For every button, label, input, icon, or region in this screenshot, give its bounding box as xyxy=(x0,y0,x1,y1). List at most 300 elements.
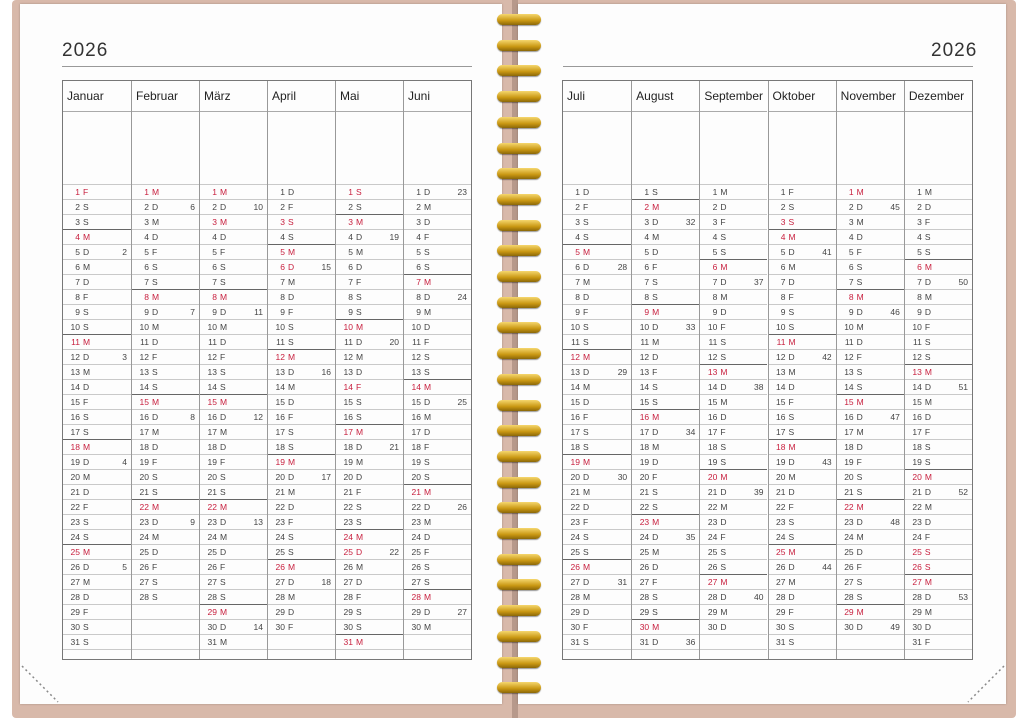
empty-row xyxy=(200,649,267,664)
day-row xyxy=(632,319,699,334)
day-number: 30 xyxy=(275,622,285,632)
binding-ring xyxy=(497,40,541,51)
weekday-letter: S xyxy=(720,352,726,362)
day-number: 26 xyxy=(844,562,854,572)
day-row xyxy=(200,229,267,244)
day-row xyxy=(336,604,403,619)
day-number: 25 xyxy=(776,547,786,557)
day-number: 1 xyxy=(848,187,854,197)
day-row xyxy=(404,469,471,484)
weekday-letter: M xyxy=(924,472,932,482)
day-number: 13 xyxy=(139,367,149,377)
day-number: 15 xyxy=(912,397,922,407)
day-row xyxy=(905,439,972,454)
day-row xyxy=(63,409,131,424)
weekday-letter: M xyxy=(788,232,796,242)
page-title-year-right: 2026 xyxy=(931,40,978,61)
day-number: 22 xyxy=(912,502,922,512)
day-row xyxy=(268,424,335,439)
weekday-letter: S xyxy=(83,322,89,332)
day-row xyxy=(336,589,403,604)
weekday-letter: M xyxy=(924,262,932,272)
weekday-letter: S xyxy=(220,487,226,497)
weekday-letter: S xyxy=(220,592,226,602)
weekday-letter: D xyxy=(788,352,795,362)
day-number: 8 xyxy=(416,292,421,302)
day-row xyxy=(336,619,403,634)
day-row xyxy=(268,574,335,589)
day-row xyxy=(769,319,836,334)
day-row xyxy=(200,619,267,634)
day-number: 15 xyxy=(411,397,421,407)
weekday-letter: F xyxy=(856,352,862,362)
weekday-letter: S xyxy=(83,637,89,647)
day-row xyxy=(632,454,699,469)
day-number: 24 xyxy=(275,532,285,542)
day-number: 12 xyxy=(207,352,217,362)
day-row xyxy=(837,469,904,484)
weekday-letter: D xyxy=(220,622,227,632)
weekday-letter: S xyxy=(924,337,931,347)
weekday-letter: M xyxy=(856,322,864,332)
empty-row xyxy=(268,649,335,664)
weekday-letter: F xyxy=(220,247,226,257)
day-row xyxy=(632,589,699,604)
day-number: 13 xyxy=(639,367,650,377)
day-number: 23 xyxy=(776,517,786,527)
day-row xyxy=(632,499,699,514)
day-row xyxy=(268,544,335,559)
day-number: 15 xyxy=(639,397,650,407)
day-row xyxy=(336,379,403,394)
weekday-letter: D xyxy=(288,187,295,197)
day-row xyxy=(336,349,403,364)
weekday-letter: M xyxy=(583,592,591,602)
day-number: 10 xyxy=(70,322,80,332)
day-row xyxy=(63,619,131,634)
weekday-letter: F xyxy=(788,502,794,512)
day-number: 29 xyxy=(70,607,80,617)
weekday-letter: F xyxy=(788,607,794,617)
month-column xyxy=(836,81,904,659)
day-number: 12 xyxy=(776,352,786,362)
weekday-letter: S xyxy=(356,412,362,422)
weekday-letter: D xyxy=(424,502,431,512)
day-number: 28 xyxy=(139,592,149,602)
day-row xyxy=(563,259,631,274)
day-number: 12 xyxy=(707,352,718,362)
weekday-letter: S xyxy=(356,187,362,197)
weekday-letter: D xyxy=(152,412,159,422)
weekday-letter: D xyxy=(220,517,227,527)
day-row xyxy=(837,544,904,559)
day-number: 10 xyxy=(343,322,353,332)
weekday-letter: D xyxy=(720,277,727,287)
day-number: 2 xyxy=(75,202,80,212)
day-number: 15 xyxy=(343,397,353,407)
week-number: 23 xyxy=(457,187,467,197)
day-number: 19 xyxy=(411,457,421,467)
day-row xyxy=(404,274,471,289)
day-row xyxy=(404,424,471,439)
day-row xyxy=(336,559,403,574)
day-number: 4 xyxy=(280,232,285,242)
day-number: 3 xyxy=(75,217,80,227)
day-row xyxy=(700,424,767,439)
weekday-letter: S xyxy=(720,562,726,572)
weekday-letter: D xyxy=(424,322,431,332)
day-row xyxy=(336,334,403,349)
day-number: 14 xyxy=(639,382,650,392)
weekday-letter: D xyxy=(356,442,363,452)
week-number: 48 xyxy=(890,517,900,527)
weekday-letter: F xyxy=(924,427,931,437)
weekday-letter: M xyxy=(652,547,660,557)
weekday-letter: S xyxy=(288,337,294,347)
day-row xyxy=(404,244,471,259)
day-number: 12 xyxy=(912,352,922,362)
day-row xyxy=(563,559,631,574)
weekday-letter: M xyxy=(720,502,728,512)
day-row xyxy=(700,619,767,634)
weekday-letter: M xyxy=(220,322,228,332)
day-number: 12 xyxy=(411,352,421,362)
day-row xyxy=(404,229,471,244)
weekday-letter: S xyxy=(924,547,931,557)
week-number: 39 xyxy=(754,487,764,497)
empty-row xyxy=(837,634,904,649)
weekday-letter: D xyxy=(720,517,727,527)
weekday-letter: M xyxy=(152,292,160,302)
weekday-letter: S xyxy=(856,487,863,497)
day-row xyxy=(632,619,699,634)
day-row xyxy=(200,544,267,559)
weekday-letter: S xyxy=(720,457,726,467)
weekday-letter: D xyxy=(788,562,795,572)
day-row xyxy=(563,304,631,319)
binding-ring xyxy=(497,374,541,385)
weekday-letter: F xyxy=(924,217,931,227)
day-number: 23 xyxy=(275,517,285,527)
weekday-letter: M xyxy=(83,472,91,482)
weekday-letter: M xyxy=(288,487,296,497)
weekday-letter: S xyxy=(356,622,362,632)
day-number: 18 xyxy=(343,442,353,452)
day-row xyxy=(769,334,836,349)
day-number: 3 xyxy=(212,217,217,227)
day-number: 8 xyxy=(644,292,650,302)
day-number: 13 xyxy=(570,367,580,377)
day-row xyxy=(905,409,972,424)
weekday-letter: D xyxy=(583,502,590,512)
day-row xyxy=(905,394,972,409)
day-row xyxy=(563,409,631,424)
day-row xyxy=(632,424,699,439)
weekday-letter: S xyxy=(152,577,158,587)
week-number: 19 xyxy=(389,232,399,242)
empty-row xyxy=(132,634,199,649)
day-row xyxy=(132,349,199,364)
day-number: 1 xyxy=(212,187,217,197)
weekday-letter: D xyxy=(83,382,90,392)
day-row xyxy=(837,364,904,379)
weekday-letter: M xyxy=(83,262,91,272)
weekday-letter: D xyxy=(856,517,863,527)
day-number: 20 xyxy=(139,472,149,482)
day-number: 19 xyxy=(776,457,786,467)
day-row xyxy=(837,619,904,634)
week-number: 47 xyxy=(890,412,900,422)
weekday-letter: F xyxy=(356,592,362,602)
day-row xyxy=(563,589,631,604)
weekday-letter: D xyxy=(788,382,795,392)
day-row xyxy=(268,514,335,529)
day-row xyxy=(336,364,403,379)
week-number: 4 xyxy=(122,457,127,467)
weekday-letter: F xyxy=(83,502,89,512)
weekday-letter: S xyxy=(583,547,589,557)
weekday-letter: S xyxy=(152,472,158,482)
weekday-letter: S xyxy=(924,457,931,467)
weekday-letter: M xyxy=(152,217,160,227)
day-row xyxy=(700,304,767,319)
day-row xyxy=(200,529,267,544)
weekday-letter: D xyxy=(424,397,431,407)
weekday-letter: S xyxy=(220,277,226,287)
week-number: 9 xyxy=(190,517,195,527)
day-number: 23 xyxy=(411,517,421,527)
day-row xyxy=(632,574,699,589)
day-row xyxy=(404,394,471,409)
day-number: 12 xyxy=(844,352,854,362)
weekday-letter: S xyxy=(788,517,795,527)
day-row xyxy=(200,394,267,409)
weekday-letter: S xyxy=(924,247,931,257)
day-number: 29 xyxy=(639,607,650,617)
empty-row xyxy=(132,619,199,634)
day-number: 26 xyxy=(570,562,580,572)
month-header-rule xyxy=(63,111,131,112)
weekday-letter: F xyxy=(288,622,294,632)
day-row xyxy=(268,334,335,349)
month-name: Juli xyxy=(567,89,586,103)
weekday-letter: M xyxy=(83,367,91,377)
day-number: 12 xyxy=(570,352,580,362)
day-row xyxy=(769,259,836,274)
day-row xyxy=(63,634,131,649)
month-header-rule xyxy=(336,111,403,112)
day-number: 7 xyxy=(575,277,580,287)
day-number: 4 xyxy=(212,232,217,242)
day-row xyxy=(268,619,335,634)
binding-ring xyxy=(497,682,541,693)
weekday-letter: M xyxy=(220,502,228,512)
week-number: 2 xyxy=(122,247,127,257)
weekday-letter: M xyxy=(652,622,660,632)
weekday-letter: S xyxy=(788,532,795,542)
day-number: 23 xyxy=(844,517,854,527)
weekday-letter: S xyxy=(288,532,294,542)
day-row xyxy=(268,199,335,214)
weekday-letter: M xyxy=(652,232,660,242)
weekday-letter: D xyxy=(220,442,227,452)
day-number: 28 xyxy=(707,592,718,602)
day-row xyxy=(268,484,335,499)
day-row xyxy=(563,529,631,544)
day-number: 10 xyxy=(275,322,285,332)
day-number: 16 xyxy=(707,412,718,422)
day-number: 22 xyxy=(275,502,285,512)
day-number: 11 xyxy=(71,337,80,347)
weekday-letter: M xyxy=(720,187,728,197)
day-number: 9 xyxy=(780,307,786,317)
weekday-letter: D xyxy=(652,352,659,362)
day-number: 28 xyxy=(776,592,786,602)
day-row xyxy=(200,409,267,424)
weekday-letter: M xyxy=(720,472,728,482)
page-title-year-left: 2026 xyxy=(62,40,109,61)
day-row xyxy=(700,274,767,289)
weekday-letter: M xyxy=(924,292,932,302)
day-number: 28 xyxy=(912,592,922,602)
week-number: 13 xyxy=(253,517,263,527)
weekday-letter: F xyxy=(924,637,931,647)
week-number: 20 xyxy=(389,337,399,347)
day-row xyxy=(404,604,471,619)
day-row xyxy=(837,259,904,274)
empty-row xyxy=(563,649,631,664)
day-number: 28 xyxy=(70,592,80,602)
day-row xyxy=(132,214,199,229)
weekday-letter: D xyxy=(652,637,659,647)
week-number: 22 xyxy=(389,547,399,557)
day-row xyxy=(769,379,836,394)
weekday-letter: S xyxy=(720,247,726,257)
weekday-letter: D xyxy=(924,202,931,212)
weekday-letter: S xyxy=(720,442,726,452)
day-row xyxy=(404,184,471,199)
day-number: 21 xyxy=(639,487,650,497)
month-column xyxy=(131,81,199,659)
weekday-letter: D xyxy=(152,307,159,317)
day-number: 7 xyxy=(917,277,922,287)
day-row xyxy=(336,259,403,274)
day-number: 4 xyxy=(416,232,421,242)
weekday-letter: S xyxy=(856,472,863,482)
day-row xyxy=(563,184,631,199)
day-row xyxy=(563,319,631,334)
weekday-letter: D xyxy=(788,457,795,467)
day-number: 23 xyxy=(207,517,217,527)
weekday-letter: M xyxy=(83,577,91,587)
day-row xyxy=(268,409,335,424)
day-row xyxy=(63,259,131,274)
day-row xyxy=(700,499,767,514)
day-number: 14 xyxy=(275,382,285,392)
day-number: 6 xyxy=(416,262,421,272)
day-row xyxy=(336,229,403,244)
day-row xyxy=(632,274,699,289)
day-row xyxy=(132,439,199,454)
day-number: 24 xyxy=(139,532,149,542)
weekday-letter: D xyxy=(288,577,295,587)
day-number: 28 xyxy=(275,592,285,602)
weekday-letter: M xyxy=(424,277,432,287)
month-column xyxy=(563,81,631,659)
day-number: 3 xyxy=(348,217,353,227)
day-row xyxy=(268,379,335,394)
week-number: 32 xyxy=(685,217,696,227)
day-number: 21 xyxy=(707,487,718,497)
day-number: 4 xyxy=(780,232,786,242)
weekday-letter: D xyxy=(424,217,431,227)
day-number: 1 xyxy=(575,187,580,197)
day-row xyxy=(336,184,403,199)
year-calendar-second-half xyxy=(562,80,973,660)
day-row xyxy=(404,499,471,514)
weekday-letter: M xyxy=(152,502,160,512)
day-number: 25 xyxy=(70,547,80,557)
empty-row xyxy=(404,634,471,649)
day-row xyxy=(563,469,631,484)
day-number: 13 xyxy=(844,367,854,377)
day-number: 2 xyxy=(416,202,421,212)
day-row xyxy=(837,274,904,289)
week-number: 26 xyxy=(457,502,467,512)
weekday-letter: M xyxy=(720,607,728,617)
weekday-letter: M xyxy=(788,367,796,377)
empty-row xyxy=(837,649,904,664)
weekday-letter: S xyxy=(220,382,226,392)
day-number: 7 xyxy=(780,277,786,287)
week-number: 38 xyxy=(754,382,764,392)
day-number: 10 xyxy=(207,322,217,332)
day-number: 9 xyxy=(348,307,353,317)
month-header-rule xyxy=(632,111,699,112)
day-number: 18 xyxy=(776,442,786,452)
day-row xyxy=(632,214,699,229)
day-number: 1 xyxy=(280,187,285,197)
weekday-letter: M xyxy=(788,472,796,482)
day-number: 14 xyxy=(411,382,421,392)
day-row xyxy=(837,184,904,199)
day-row xyxy=(268,229,335,244)
day-number: 13 xyxy=(275,367,285,377)
weekday-letter: S xyxy=(652,592,658,602)
weekday-letter: M xyxy=(424,592,432,602)
day-number: 30 xyxy=(343,622,353,632)
weekday-letter: S xyxy=(788,412,795,422)
month-name: Mai xyxy=(340,89,360,103)
day-number: 7 xyxy=(75,277,80,287)
day-row xyxy=(268,529,335,544)
day-row xyxy=(200,319,267,334)
weekday-letter: S xyxy=(856,592,863,602)
day-row xyxy=(905,184,972,199)
weekday-letter: F xyxy=(152,562,158,572)
day-number: 28 xyxy=(207,592,217,602)
weekday-letter: M xyxy=(583,352,591,362)
day-row xyxy=(905,544,972,559)
weekday-letter: D xyxy=(788,247,795,257)
day-row xyxy=(632,304,699,319)
day-row xyxy=(769,439,836,454)
day-number: 25 xyxy=(207,547,217,557)
day-number: 21 xyxy=(776,487,786,497)
day-number: 13 xyxy=(207,367,217,377)
day-row xyxy=(905,379,972,394)
day-row xyxy=(905,484,972,499)
